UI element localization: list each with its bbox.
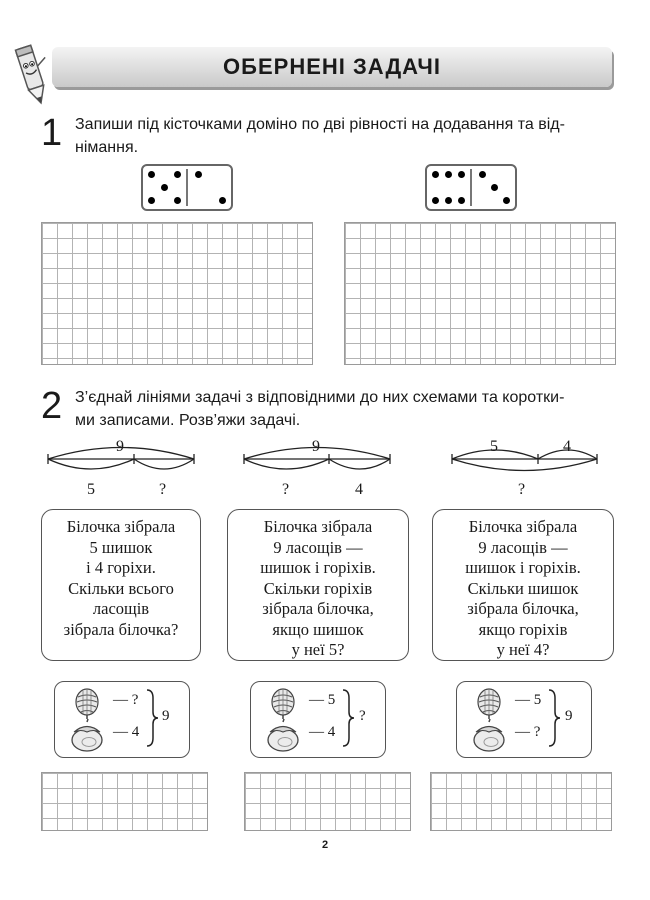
pine-cone-icon bbox=[70, 685, 104, 719]
problem-3-line: шишок і горіхів. bbox=[465, 558, 581, 577]
hazelnut-icon bbox=[264, 719, 302, 753]
problem-3-line: 9 ласощів — bbox=[478, 537, 568, 557]
segment-diagrams bbox=[0, 430, 650, 500]
diagram-3-top-left: 5 bbox=[490, 438, 498, 455]
scheme-3-total: 9 bbox=[565, 708, 573, 724]
page-number: 2 bbox=[322, 839, 329, 851]
problem-1-line: ласощів bbox=[92, 599, 150, 618]
diagram-3-top-right: 4 bbox=[563, 438, 571, 455]
pencil-mascot-icon bbox=[10, 40, 56, 110]
problem-2-line: 9 ласощів — bbox=[273, 537, 363, 557]
domino-tile-6-3 bbox=[425, 164, 517, 211]
solution-grid-2[interactable] bbox=[244, 772, 411, 831]
scheme-2-cone-value: — 5 bbox=[309, 692, 336, 708]
diagram-2-bottom-right: 4 bbox=[355, 481, 363, 498]
answer-grid-right[interactable] bbox=[344, 222, 616, 365]
problem-2-line: зібрала білочка, bbox=[262, 599, 374, 618]
diagram-3-bottom: ? bbox=[518, 481, 526, 498]
task-2-number: 2 bbox=[41, 385, 63, 427]
task-1-number: 1 bbox=[41, 112, 63, 154]
task-2-text-line-1: З’єднай лініями задачі з відповідними до них схемами та коротки- bbox=[75, 389, 565, 406]
problem-1-line: 5 шишок bbox=[89, 537, 153, 557]
diagram-2-bottom-left: ? bbox=[282, 481, 290, 498]
brace-icon bbox=[341, 688, 355, 748]
problem-card-2[interactable] bbox=[227, 509, 409, 661]
task-1-text-line-2: німання. bbox=[75, 139, 139, 156]
problem-2-line: Скільки горіхів bbox=[263, 578, 373, 598]
diagram-2-top: 9 bbox=[312, 438, 320, 455]
hazelnut-icon bbox=[68, 719, 106, 753]
problem-3-line: якщо горіхів bbox=[478, 619, 568, 639]
problem-3-line: зібрала білочка, bbox=[467, 599, 579, 618]
scheme-3-cone-value: — 5 bbox=[515, 692, 542, 708]
hazelnut-icon bbox=[470, 719, 508, 753]
task-2-text-line-2: ми записами. Розв’яжи задачі. bbox=[75, 412, 301, 429]
solution-grid-1[interactable] bbox=[41, 772, 208, 831]
problem-1-line: і 4 горіхи. bbox=[86, 558, 156, 577]
problem-2-line: Білочка зібрала bbox=[263, 517, 373, 536]
brace-icon bbox=[145, 688, 159, 748]
diagram-1-bottom-right: ? bbox=[159, 481, 167, 498]
scheme-2-nut-value: — 4 bbox=[309, 724, 336, 740]
problem-3-line: у неї 4? bbox=[496, 640, 550, 659]
problem-2-line: якщо шишок bbox=[272, 619, 364, 639]
problem-3-line: Скільки шишок bbox=[467, 578, 579, 598]
scheme-1-nut-value: — 4 bbox=[113, 724, 140, 740]
problem-1-line: зібрала білочка? bbox=[63, 619, 179, 639]
problem-1-line: Білочка зібрала bbox=[66, 517, 176, 536]
problem-3-line: Білочка зібрала bbox=[468, 517, 578, 536]
brace-icon bbox=[547, 688, 561, 748]
problem-card-3[interactable] bbox=[432, 509, 614, 661]
task-1-text-line-1: Запиши під кісточками доміно по дві рівності на додавання та від- bbox=[75, 116, 565, 133]
pine-cone-icon bbox=[472, 685, 506, 719]
scheme-2-total: ? bbox=[359, 708, 366, 724]
answer-grid-left[interactable] bbox=[41, 222, 313, 365]
diagram-1-top: 9 bbox=[116, 438, 124, 455]
scheme-1-total: 9 bbox=[162, 708, 170, 724]
diagram-1-bottom-left: 5 bbox=[87, 481, 95, 498]
problem-2-line: шишок і горіхів. bbox=[260, 558, 376, 577]
problem-2-line: у неї 5? bbox=[291, 640, 345, 659]
scheme-1-cone-value: — ? bbox=[113, 692, 139, 708]
scheme-3-nut-value: — ? bbox=[515, 724, 541, 740]
page-title: ОБЕРНЕНІ ЗАДАЧІ bbox=[223, 54, 441, 79]
solution-grid-3[interactable] bbox=[430, 772, 612, 831]
problem-card-1[interactable] bbox=[41, 509, 201, 661]
pine-cone-icon bbox=[266, 685, 300, 719]
problem-1-line: Скільки всього bbox=[68, 578, 174, 598]
domino-tile-5-2 bbox=[141, 164, 233, 211]
